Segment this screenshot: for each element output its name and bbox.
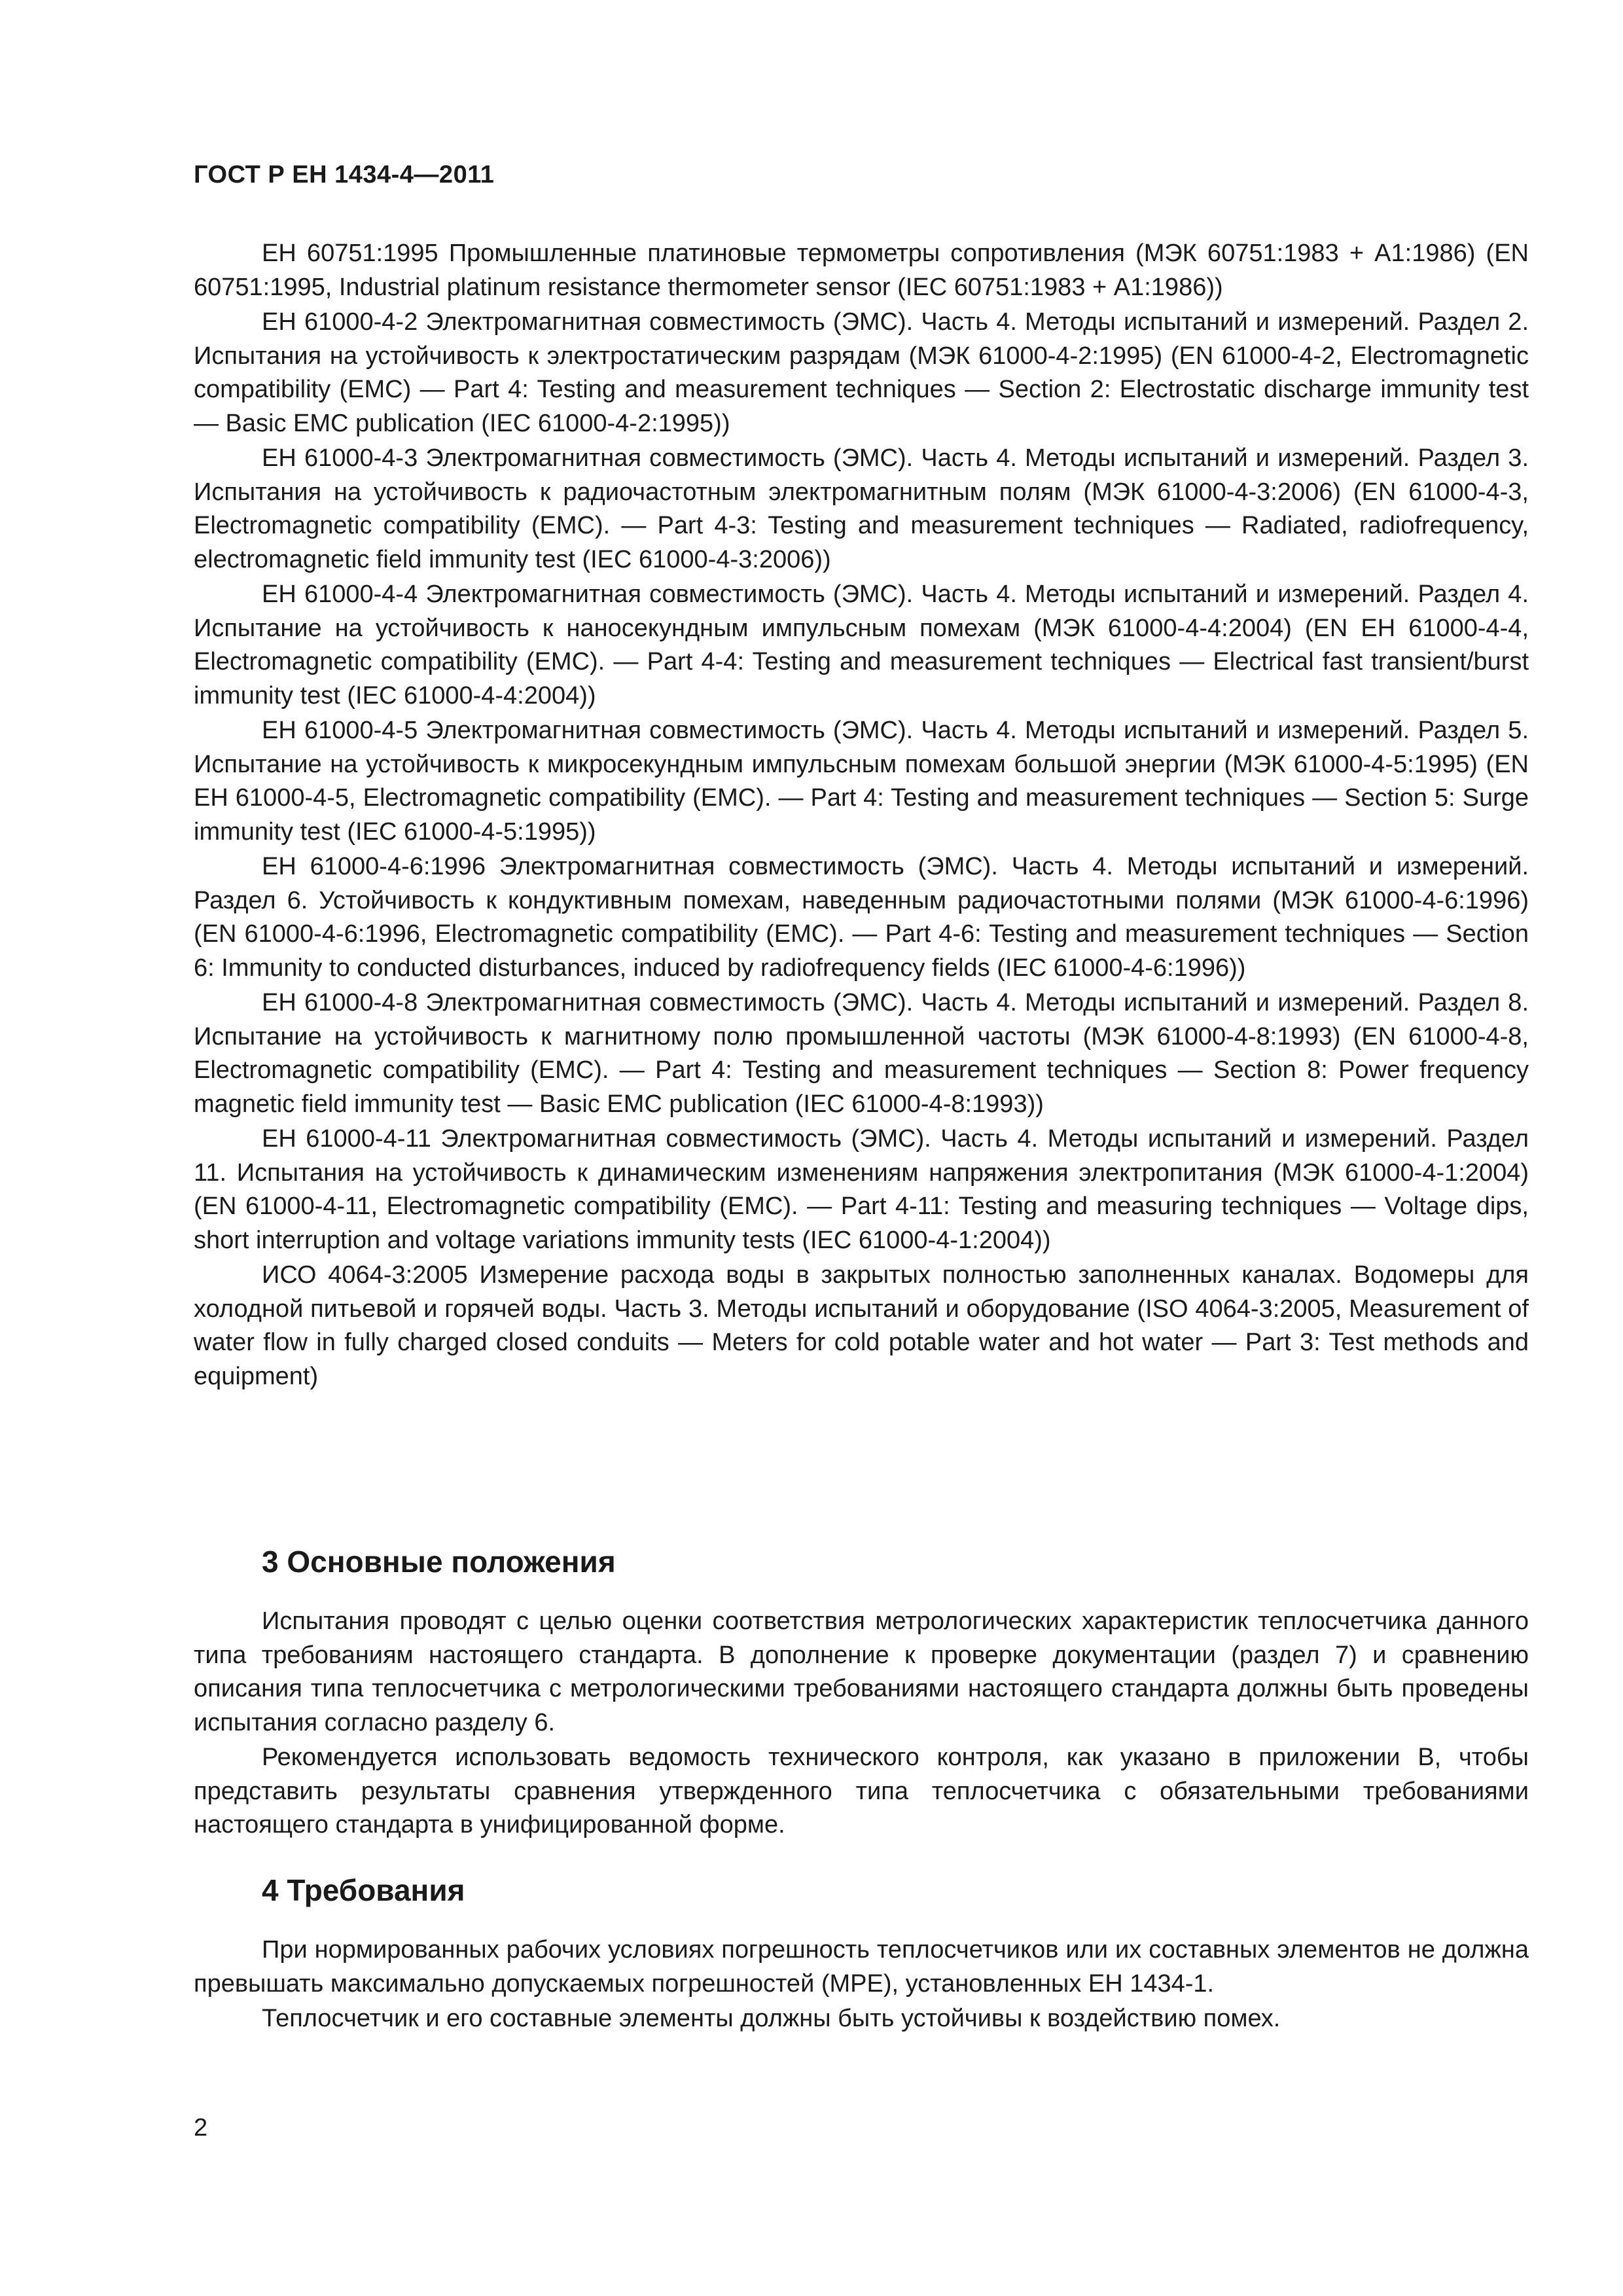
reference-item: ЕН 61000-4-3 Электромагнитная совместимость (ЭМС). Часть 4. Методы испытаний и измерений. Раздел 3. Испытания на устойчивость к радиочастотным электромагнитным полям (МЭК 61000-4-3:2006) (EN 61000-4-3, Electromagnetic compatibility (EMC). — Part 4-3: Testing and measurement techniques — Radiated, radiofrequency, electromagnetic field immunity test (IEC 61000-4-3:2006)) [194,444,1529,573]
section-basic-provisions [194,1543,1529,1844]
reference-item: ЕН 61000-4-5 Электромагнитная совместимость (ЭМС). Часть 4. Методы испытаний и измерений. Раздел 5. Испытание на устойчивость к микросекундным импульсным помехам большой энергии (МЭК 61000-4-5:1995) (EN EH 61000-4-5, Electromagnetic compatibility (EMC). — Part 4: Testing and measurement techniques — Section 5: Surge immunity test (IEC 61000-4-5:1995)) [194,717,1529,846]
reference-item: ЕН 61000-4-8 Электромагнитная совместимость (ЭМС). Часть 4. Методы испытаний и измерений. Раздел 8. Испытание на устойчивость к магнитному полю промышленной частоты (МЭК 61000-4-8:1993) (EN 61000-4-8, Electromagnetic compatibility (EMC). — Part 4: Testing and measurement techniques — Section 8: Power frequency magnetic field immunity test — Basic EMC publication (IEC 61000-4-8:1993)) [194,989,1529,1118]
section-title: 4 Требования [262,1873,465,1907]
section-title: 3 Основные положения [262,1545,616,1579]
reference-item: ЕН 61000-4-11 Электромагнитная совместимость (ЭМС). Часть 4. Методы испытаний и измерений. Раздел 11. Испытания на устойчивость к динамическим изменениям напряжения электропитания (МЭК 61000-4-1:2004) (EN 61000-4-11, Electromagnetic compatibility (EMC). — Part 4-11: Testing and measuring techniques — Voltage dips, short interruption and voltage variations immunity tests (IEC 61000-4-1:2004)) [194,1125,1529,1254]
reference-item: ИСО 4064-3:2005 Измерение расхода воды в закрытых полностью заполненных каналах. Водомеры для холодной питьевой и горячей воды. Часть 3. Методы испытаний и оборудование (ISO 4064-3:2005, Measurement of water flow in fully charged closed conduits — Meters for cold potable water and hot water — Part 3: Test methods and equipment) [194,1261,1529,1390]
reference-item: ЕН 61000-4-6:1996 Электромагнитная совместимость (ЭМС). Часть 4. Методы испытаний и измерений. Раздел 6. Устойчивость к кондуктивным помехам, наведенным радиочастотными полями (МЭК 61000-4-6:1996) (EN 61000-4-6:1996, Electromagnetic compatibility (EMC). — Part 4-6: Testing and measurement techniques — Section 6: Immunity to conducted disturbances, induced by radiofrequency fields (IEC 61000-4-6:1996)) [194,853,1529,982]
reference-item: ЕН 60751:1995 Промышленные платиновые термометры сопротивления (МЭК 60751:1983 + А1:1986) (EN 60751:1995, Industrial platinum resistance thermometer sensor (IEC 60751:1983 + А1:1986)) [194,240,1529,301]
normative-references-list [194,237,1529,1395]
section-paragraph: Испытания проводят с целью оценки соответствия метрологических характеристик теплосчетчика данного типа требованиям настоящего стандарта. В дополнение к проверке документации (раздел 7) и сравнению описания типа теплосчетчика с метрологическими требованиями настоящего стандарта должны быть проведены испытания согласно разделу 6. [194,1607,1529,1736]
section-paragraph: Теплосчетчик и его составные элементы должны быть устойчивы к воздействию помех. [262,2005,1281,2032]
reference-item: ЕН 61000-4-2 Электромагнитная совместимость (ЭМС). Часть 4. Методы испытаний и измерений. Раздел 2. Испытания на устойчивость к электростатическим разрядам (МЭК 61000-4-2:1995) (EN 61000-4-2, Electromagnetic compatibility (EMC) — Part 4: Testing and measurement techniques — Section 2: Electrostatic discharge immunity test — Basic EMC publication (IEC 61000-4-2:1995)) [194,308,1529,437]
section-paragraph: Рекомендуется использовать ведомость технического контроля, как указано в приложении В, чтобы представить результаты сравнения утвержденного типа теплосчетчика с обязательными требованиями настоящего стандарта в унифицированной форме. [194,1744,1529,1839]
section-requirements [194,1872,1529,2037]
page-number: 2 [194,2114,208,2142]
reference-item: ЕН 61000-4-4 Электромагнитная совместимость (ЭМС). Часть 4. Методы испытаний и измерений. Раздел 4. Испытание на устойчивость к наносекундным импульсным помехам (МЭК 61000-4-4:2004) (EN EH 61000-4-4, Electromagnetic compatibility (EMC). — Part 4-4: Testing and measurement techniques — Electrical fast transient/burst immunity test (IEC 61000-4-4:2004)) [194,581,1529,709]
document-header: ГОСТ Р ЕН 1434-4—2011 [194,161,495,188]
section-paragraph: При нормированных рабочих условиях погрешность теплосчетчиков или их составных элементов не должна превышать максимально допускаемых погрешностей (МРЕ), установленных ЕН 1434-1. [194,1936,1529,1998]
